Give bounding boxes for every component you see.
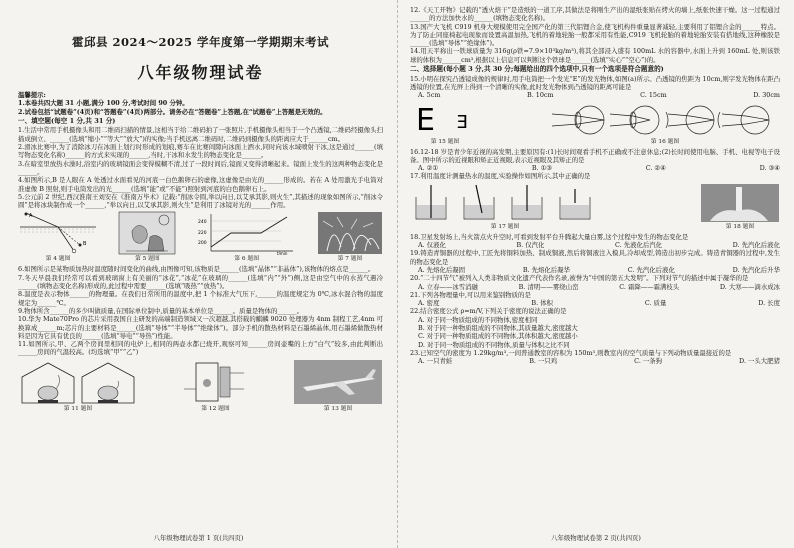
section-2-title: 二、选择题(每小题 3 分,共 30 分;每题给出的四个选项中,只有一个选项是符合题意的) <box>410 65 664 74</box>
question-8: 8.温度是表示物体______的物理量。在我们日常所用的温度中,把 1 个标准大气压下,______的温度规定为 0℃,冰水混合物的温度规定为______℃。 <box>18 290 383 307</box>
figure-5 <box>118 211 176 263</box>
question-22: 22.结合密度公式 ρ=m/V,下列关于密度的说法正确的是 <box>410 307 567 316</box>
notice-title: 温馨提示: <box>18 91 46 99</box>
option-c: C. 15cm <box>640 91 667 100</box>
question-19-options <box>410 266 780 274</box>
question-3: 3.在暗室里放热水澡时,浴室内的玻璃镜面会变得模糊不清,过了一段时间后,镜面又变得清晰起来。镜面上发生的这两种物态变化是______。 <box>18 159 383 176</box>
figure-12 <box>176 359 256 413</box>
question-20: 20.“二十四节气”被列入人类非物质文化遗产代表作名录,被誉为“中国的第五大发明”。下列对节气的描述中属于凝华的是 <box>410 274 749 283</box>
option-d: D. 一头大肥猪 <box>739 357 780 366</box>
figure-15 <box>410 102 480 146</box>
figure-11 <box>18 359 138 413</box>
option-d: D. 大寒——滴水成冰 <box>719 282 780 291</box>
question-11: 11.如图所示,甲、乙两个房间里相同的电炉上,相同的两壶水都已烧开,观察可知______房间壶嘴的上方“白气”较多,由此判断出______房间的气温较高。(均选填“甲”“乙”) <box>18 340 383 357</box>
question-5: 5.公元前 2 世纪,西汉淮南王刘安在《淮南万毕术》记载:“削冰令圆,举以向日,以艾承其影,则火生”,其描述的现象如图所示,“削冰令圆”是将冰块制作成一个______,“举以向日,以艾承其影,则火生”是利用了冰镜对光的______作用。 <box>18 192 383 210</box>
question-22-option-d: D. 对于同一物质组成的不同物体,质量与体积之比不同 <box>418 340 570 349</box>
ice-lens-illustration <box>118 211 176 255</box>
svg-text:E: E <box>416 102 435 138</box>
figures-row-2 <box>18 359 383 413</box>
figures-row-3 <box>410 102 780 146</box>
figure-17 <box>410 183 600 231</box>
figure-16-caption: 第 16 题图 <box>650 138 680 145</box>
figures-row-4 <box>410 183 780 231</box>
figure-4 <box>18 211 98 263</box>
figure-18-caption: 第 18 题图 <box>725 223 755 230</box>
right-page <box>397 0 794 548</box>
option-a: A. 仅液化 <box>418 241 446 250</box>
question-18: 18.卫星发射场上,当火箭点火升空时,可看到发射平台升腾起大量白雾,这个过程中发生的物态变化是 <box>410 232 689 241</box>
question-7: 7.冬天早晨我们经常可以看到玻璃窗上有美丽的“冰花”,“冰花”在玻璃的______(选填“内”“外”)侧,这是由空气中的水蒸气遇冷______(填物态变化名称)形成的,此过程中需要______(选填“吸热”“放热”)。 <box>18 273 383 291</box>
question-2: 2.滑冰比赛中,为了消除冰刀在冰面上划行时形成的划痕,赛车在比赛间隙向冰面上洒水,同时向该水域喷射干冰,这是通过______(填写物态变化名称)______的方式来实现的______,当时,干冰和水发生的物态变化是______。 <box>18 143 383 160</box>
exam-title: 八年级物理试卷 <box>137 63 264 82</box>
figure-4-caption: 第 4 题图 <box>45 256 71 263</box>
question-13: 13.国产大飞机 C919 机身大规模使用完全国产化的第三代铝锂合金,使飞机构件重量显著减轻,主要利用了铝锂合金的______特点。为了防止同座椅起电现象而设置高温加热,飞机的着地轮胎一般都采用有性能,C919 飞机轮胎的着地轮胎安装有搭地线,这种橡胶是______(选填“导体”“绝缘体”)。 <box>410 22 780 48</box>
svg-text:240: 240 <box>197 220 207 226</box>
section-1-title: 一、填空题(每空 1 分,共 31 分) <box>18 116 116 125</box>
option-b: B. 10cm <box>527 91 554 100</box>
temperature-time-graph <box>197 211 297 255</box>
figure-17-caption: 第 17 题图 <box>490 223 520 230</box>
figure-15-caption: 第 15 题图 <box>430 138 460 145</box>
question-21: 21.下列各物理量中,可以用来鉴别物质的是 <box>410 290 531 299</box>
option-c: C. 质量 <box>644 299 667 308</box>
figure-12-caption: 第 12 题图 <box>201 405 230 412</box>
svg-text:200: 200 <box>197 241 207 247</box>
figure-6-caption: 第 6 题图 <box>234 256 260 263</box>
figure-18 <box>700 183 780 231</box>
letter-e-object <box>410 102 480 138</box>
svg-text:t/min: t/min <box>276 251 288 256</box>
option-b: B. 体积 <box>531 299 553 308</box>
two-kettles-diagram <box>18 359 138 405</box>
question-4: 4.如图所示,B 是人眼在 A 处透过水面看见的河底一白色鹅卵石的虚像,这虚像是由光的______形成的。若在 A 处用激光手电筒对准虚像 B 照射,则手电筒发出的光______(选填“能”或“不能”)照射到河底的白色鹅卵石上。 <box>18 176 383 193</box>
option-d: D. 先汽化后液化 <box>732 241 780 250</box>
question-23: 23.已知空气的密度为 1.29kg/m³,一间普通教室的容积为 150m³,则教室内的空气质量与下列动物质量最接近的是 <box>410 348 732 357</box>
option-d: D. 先汽化后升华 <box>732 265 780 274</box>
option-b: B. 先熔化后凝华 <box>522 265 570 274</box>
question-10: 10.华为 Mate70Pro 的芯片采用我国自主研发的高端制造领域又一次超越,其搭载的麒麟 9020 处理器为 4nm 制程工艺,4nm 可换算成______m;芯片的主要材料是______(选填“导体”“半导体”“绝缘体”)。部分手机的散热材料是石墨烯晶体,用石墨烯做散热材料是因为它具有优良的______(选填“导电”“导热”)性能。 <box>18 315 383 340</box>
option-d: D. ③④ <box>759 164 780 173</box>
svg-text:A: A <box>29 213 33 220</box>
question-17: 17.利用温度计测量热水的温度,实验操作如图所示,其中正确的是 <box>410 172 591 181</box>
svg-text:220: 220 <box>197 231 207 237</box>
question-15: 15.小明在探究凸透镜成像的规律时,用手电筒把一个发光“E”的发光物体,如图(a)所示。凸透镜的焦距为 10cm,则字发光物体在距凸透镜的位置,在光屏上得到一个清晰的实像,此时发光物体到凸透镜的距离可能是 <box>410 74 780 91</box>
option-a: A. 密度 <box>418 299 440 308</box>
question-12: 12.《天工开物》记载的“透火焙干”是造纸的一道工序,其做法是将刚生产出的湿纸张贴在烤火的墙上,纸张快速干燥。这一过程通过______的方法加快水的______(填物态变化名称)。 <box>410 6 780 23</box>
figures-row-1 <box>18 211 383 263</box>
question-22-option-b: B. 对于同一种物质组成的不同物体,其质量越大,密度越大 <box>418 324 578 333</box>
option-d: D. 长度 <box>758 299 780 308</box>
notice-1: 1.本卷共四大题 31 小题,满分 100 分,考试时间 90 分钟。 <box>18 99 189 108</box>
option-c: C. 一条狗 <box>634 357 663 366</box>
figure-5-caption: 第 5 题图 <box>134 256 160 263</box>
figure-13-caption: 第 13 题图 <box>323 405 353 412</box>
figure-7-caption: 第 7 题图 <box>337 256 363 263</box>
figure-6 <box>197 211 297 263</box>
question-14: 14.用天平称出一铁球质量为 316g(ρ铁=7.9×10³kg/m³),将其全部浸入盛有 100mL 水的容器中,水面上升到 160mL 处,则该铁球的体积为______cm³,根据以上信息可以判断这个铁球是______(选填“实心”“空心”)的。 <box>410 47 780 64</box>
option-c: C. ②④ <box>645 164 666 173</box>
option-c: C. 先汽化后液化 <box>627 265 675 274</box>
option-b: B. 清明——雾绕山峦 <box>518 282 579 291</box>
figure-13 <box>293 359 383 413</box>
option-a: A. 立春——冰雪消融 <box>418 282 478 291</box>
question-9: 9.物体所含______的多少叫做质量,在国际单位制中,质量的基本单位是______。质量是物体的______。 <box>18 306 303 315</box>
option-c: C. 先液化后汽化 <box>614 241 663 250</box>
figure-11-caption: 第 11 题图 <box>63 405 93 412</box>
question-16: 16.12-18 岁是青少年近视的高发期,主要原因有:(1)长时间观看手机不正确或不注意休息;(2)长时间使用电脑、手机、电视等电子设备。图中所示的近视眼和矫正近视眼,表示近视眼及其矫正的是 <box>410 147 780 164</box>
ice-flower-photo <box>317 211 383 255</box>
question-19: 19.铸造青铜器的过程中,工匠先将铜料加热、制成铜液,然后将铜液注入模具,冷却成型,铸造出初步完成。铸造青铜器的过程中,发生的物态变化是 <box>410 249 780 266</box>
option-a: A. 一只青蛙 <box>418 357 453 366</box>
exam-header: 霍邱县 2024～2025 学年度第一学期期末考试 <box>71 35 330 49</box>
right-page-footer: 八年级物理试卷第 2 页(共四页) <box>551 534 641 542</box>
question-15-options <box>410 91 780 99</box>
option-a: A. 先熔化后凝固 <box>418 265 466 274</box>
eye-lens-diagrams <box>550 102 780 138</box>
option-a: A. 5cm <box>418 91 441 100</box>
svg-text:E: E <box>456 111 468 133</box>
question-1: 1.生活中常用手机摄像头和用二维码扫描的情景,这相当于给二维码拍了一张照片,手机摄像头相当于一个凸透镜,二维码经摄像头扫描成倒立、______(选填“缩小”“等大”“放大”)的实像;当手机远离二维码时,二维码到摄像头的距离应大于______cm。 <box>18 126 383 143</box>
c919-airplane-photo <box>293 359 383 405</box>
option-b: B. ①③ <box>531 164 553 173</box>
question-22-option-c: C. 对于同一种物质组成的不同物体,其体积越大,密度越小 <box>418 332 578 341</box>
question-6: 6.如图所示是某物质加热时温度随时间变化的曲线,由图像可知,该物质是______(选填“晶体”“非晶体”),该物体的熔点是______。 <box>18 265 375 274</box>
option-b: B. 仅汽化 <box>516 241 545 250</box>
question-22-option-a: A. 对于同一物质组成的不同物体,密度相同 <box>418 315 538 324</box>
option-d: D. 30cm <box>753 91 780 100</box>
option-a: A. ②① <box>418 164 439 173</box>
question-23-options <box>410 357 780 365</box>
svg-text:B: B <box>83 241 87 248</box>
thermometer-beakers <box>410 183 600 223</box>
question-20-options <box>410 283 780 291</box>
option-c: C. 霜降——霜满枝头 <box>619 282 680 291</box>
left-page-footer: 八年级物理试卷第 1 页(共四页) <box>153 534 244 542</box>
option-b: B. 一只鸡 <box>529 357 558 366</box>
notice-2: 2.试卷包括“试题卷”(4页)和“答题卷”(4页)两部分。请务必在“答题卷”上答题,在“试题卷”上答题是无效的。 <box>18 107 327 116</box>
water-refraction-diagram <box>18 211 98 255</box>
rocket-launch-photo <box>700 183 780 223</box>
heat-pipe-diagram <box>176 359 256 405</box>
figure-16 <box>550 102 780 146</box>
figure-7 <box>317 211 383 263</box>
